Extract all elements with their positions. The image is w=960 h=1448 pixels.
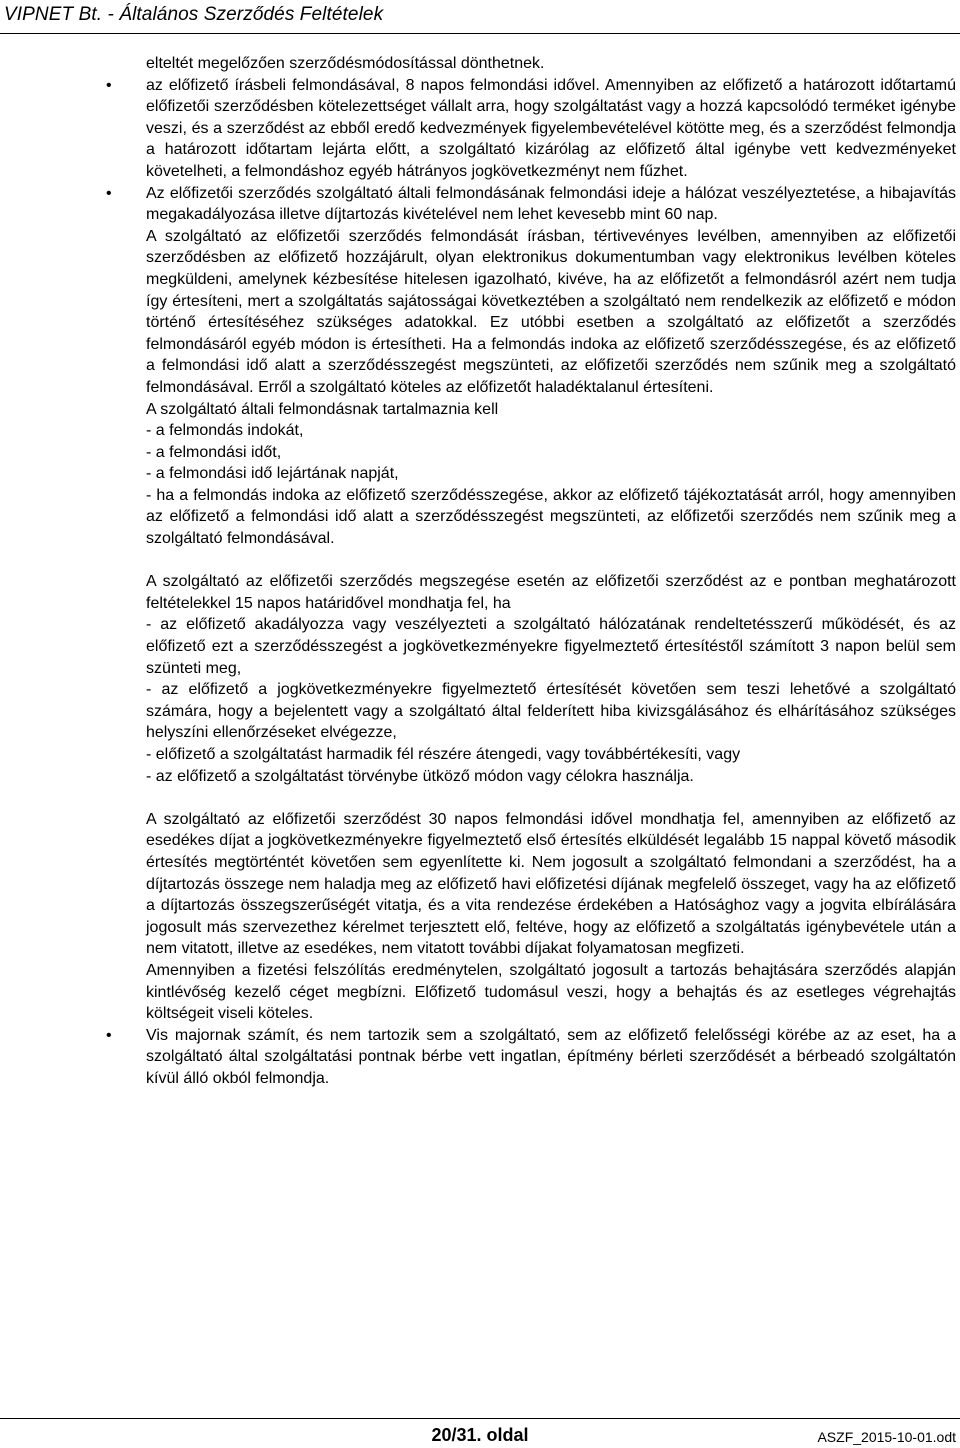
paragraph-spacer [0,550,960,572]
paragraph-spacer [0,787,960,809]
document-body [0,53,960,1090]
bullet-paragraph: • Vis majornak számít, és nem tartozik sem a szolgáltató, sem az előfizető felelősségi körébe az az eset, ha a szolgáltató által szolgáltatási pontnak bérbe vett ingatlan, építmény bérleti szerződését a bérbeadó szolgáltatón kívül álló okból felmondja. [146,1025,956,1090]
paragraph: A szolgáltató az előfizetői szerződés megszegése esetén az előfizetői szerződést az e pontban meghatározott feltételekkel 15 napos határidővel mondhatja fel, ha [146,573,956,612]
paragraph: A szolgáltató az előfizetői szerződés felmondását írásban, tértivevényes levélben, amennyiben az előfizetői szerződésben az előfizető hozzájárult, olyan elektronikus dokumentumban vagy elektronikus levélben köteles megküldeni, amelynek kézbesítése hitelesen igazolható, kivéve, ha az előfizetőt a felmondásról azért nem tudja így értesíteni, mert a szolgáltatás sajátosságai következtében a szolgáltató nem rendelkezik az előfizető e módon történő értesítéséhez szükséges adatokkal. Ez utóbbi esetben a szolgáltató az előfizetőt a szerződés felmondásáról egyéb módon is értesítheti. Ha a felmondás indoka az előfizető szerződésszegése, és az előfizető a felmondási idő alatt a szerződésszegést megszünteti, az előfizetői szerződés nem szűnik meg a szolgáltató felmondásával. Erről a szolgáltató köteles az előfizetőt haladéktalanul értesíteni. [146,227,956,396]
bullet-paragraph: • Az előfizetői szerződés szolgáltató általi felmondásának felmondási ideje a hálózat veszélyeztetése, a hibajavítás megakadályozása illetve díjtartozás kivételével nem lehet kevesebb mint 60 nap. [146,183,956,226]
paragraph: - a felmondási időt, [146,443,282,461]
footer-divider [0,1418,960,1419]
paragraph: A szolgáltató az előfizetői szerződést 30 napos felmondási idővel mondhatja fel, amennyiben az előfizető az esedékes díjat a jogkövetkezményekre figyelmeztető első értesítés elküldését legalább 15 nappal követő második értesítés megtörténtét követően sem egyenlítette ki. Nem jogosult a szolgáltató felmondani a szerződést, ha a díjtartozás összege nem haladja meg az előfizető havi előfizetési díjának megfelelő összeget, vagy ha az előfizető a díjtartozás összegszerűségét vitatja, és a vita rendezése érdekében a Hatósághoz vagy a jogvita elbírálására jogosult más szervezethez kérelmet terjesztett elő, feltéve, hogy az előfizető a szolgáltatás igénybevétele után a nem vitatott, illetve az esedékes, nem vitatott további díjakat folyamatosan megfizeti. [146,810,956,958]
page-number: 20/31. oldal [431,1425,529,1445]
bullet-paragraph: • az előfizető írásbeli felmondásával, 8 napos felmondási idővel. Amennyiben az előfizető a határozott időtartamú előfizetői szerződésben kötelezettséget vállalt arra, hogy szolgáltatást vagy a hozzá kapcsolódó terméket igénybe veszi, és a szerződést az ebből eredő kedvezmények figyelembevételével kötötte meg, és a szerződést felmondja a határozott időtartam lejárta előtt, a szolgáltató kizárólag az előfizető által igénybe vett kedvezményeket követelheti, a felmondáshoz egyéb hátrányos jogkövetkezményt nem fűzhet. [146,75,956,183]
document-title: VIPNET Bt. - Általános Szerződés Feltételek [4,4,384,25]
paragraph: elteltét megelőzően szerződésmódosítással dönthetnek. [146,55,545,72]
paragraph: - a felmondási idő lejártának napját, [146,465,399,483]
paragraph: - az előfizető akadályozza vagy veszélyezteti a szolgáltató hálózatának rendeltetésszerű működését, és az előfizető ezt a szerződésszegést a jogkövetkezményekre figyelmeztető értesítéstől számított 3 napon belül sem szünteti meg, [146,616,956,677]
file-name: ASZF_2015-10-01.odt [817,1429,956,1445]
paragraph: - az előfizető a szolgáltatást törvénybe ütköző módon vagy célokra használja. [146,767,694,785]
paragraph: - az előfizető a jogkövetkezményekre figyelmeztető értesítését követően sem teszi lehetővé a szolgáltató számára, hogy a bejelentett vagy a szolgáltató által felderített hiba kivizsgálásához és elhárításához szükséges helyszíni ellenőrzéseket elvégezze, [146,681,956,742]
header-divider [0,33,960,34]
paragraph: - a felmondás indokát, [146,422,304,440]
paragraph: - ha a felmondás indoka az előfizető szerződésszegése, akkor az előfizető tájékoztatását arról, hogy amennyiben az előfizető a felmondási idő alatt a szerződésszegést megszünteti, az előfizetői szerződés nem szűnik meg a szolgáltató felmondásával. [146,486,956,548]
paragraph: Amennyiben a fizetési felszólítás eredménytelen, szolgáltató jogosult a tartozás behajtására szerződés alapján kintlévőség kezelő céget megbízni. Előfizető tudomásul veszi, hogy a behajtás és az esetleges végrehajtás költségeit viseli köteles. [146,961,956,1023]
page-header [0,0,960,42]
paragraph: A szolgáltató általi felmondásnak tartalmaznia kell [146,400,499,418]
paragraph: - előfizető a szolgáltatást harmadik fél részére átengedi, vagy továbbértékesíti, vagy [146,746,741,763]
